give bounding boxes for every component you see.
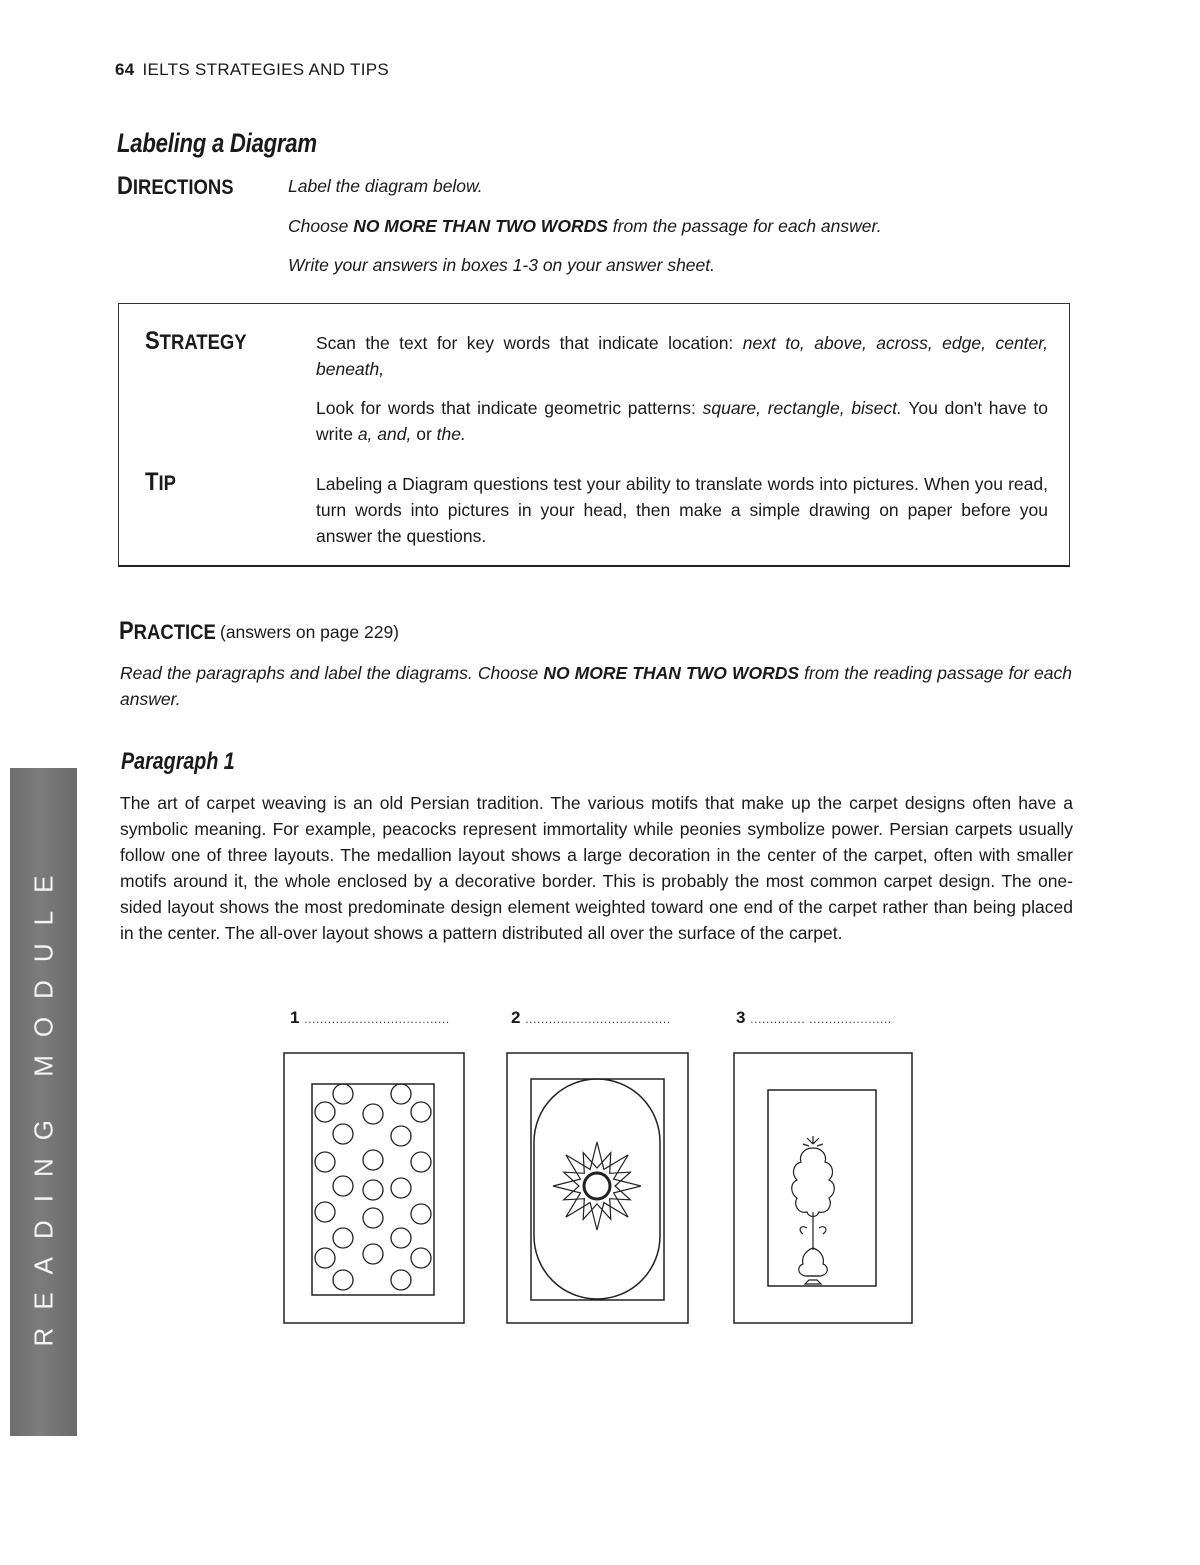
answer-blank-2[interactable]: .....................................: [525, 1012, 671, 1026]
side-tab-text: READING MODULE: [28, 857, 58, 1347]
tip-label: TIP: [145, 468, 176, 496]
tree-vase-motif: [792, 1136, 835, 1284]
running-title: IELTS STRATEGIES AND TIPS: [142, 60, 390, 79]
strategy-paragraph-2: Look for words that indicate geometric patterns: square, rectangle, bisect. You don't have to write a, and, or the.: [316, 398, 1048, 444]
paragraph-1-body: The art of carpet weaving is an old Persian tradition. The various motifs that make up the carpet designs often have a symbolic meaning. For example, peacocks represent immortality while peonies symbolize power. Persian carpets usually follow one of three layouts. The medallion layout shows a large decoration in the center of the carpet, often with smaller motifs around it, the whole enclosed by a decorative border. This is probably the most common carpet design. The one-sided layout shows the most predominate design element weighted toward one end of the carpet rather than being placed in the center. The all-over layout shows a pattern distributed all over the surface of the carpet.: [120, 793, 1073, 943]
practice-answers-note: (answers on page 229): [220, 622, 399, 642]
answer-blank-3[interactable]: .............. .....................: [750, 1012, 892, 1026]
paragraph-1-heading: Paragraph 1: [121, 748, 235, 775]
directions-line-3: Write your answers in boxes 1-3 on your answer sheet.: [288, 255, 715, 275]
directions-line-2: Choose NO MORE THAN TWO WORDS from the passage for each answer.: [288, 216, 882, 236]
directions-label: DIRECTIONS: [117, 172, 234, 200]
section-title: Labeling a Diagram: [117, 128, 317, 158]
carpet-one-sided-diagram: [733, 1052, 913, 1324]
strategy-label: STRATEGY: [145, 327, 247, 355]
answer-blank-1[interactable]: .....................................: [304, 1012, 450, 1026]
tip-paragraph: Labeling a Diagram questions test your ability to translate words into pictures. When you read, turn words into pictures in your head, then make a simple drawing on paper before you answer the questions.: [316, 474, 1048, 546]
carpet-medallion-diagram: [506, 1052, 689, 1324]
answer-label-1: 1 .....................................: [290, 1008, 450, 1027]
side-tab: [10, 768, 77, 1436]
star-medallion: [553, 1142, 641, 1230]
answer-label-2: 2 .....................................: [511, 1008, 671, 1027]
directions-line-1: Label the diagram below.: [288, 176, 483, 196]
circle-pattern: [315, 1084, 431, 1290]
practice-label: PRACTICE: [119, 617, 216, 645]
page-number: 64: [115, 60, 135, 79]
strategy-paragraph-1: Scan the text for key words that indicate location: next to, above, across, edge, center, beneath,: [316, 333, 1048, 379]
practice-instructions: Read the paragraphs and label the diagrams. Choose NO MORE THAN TWO WORDS from the reading passage for each answer.: [120, 663, 1073, 709]
answer-label-3: 3 .............. .....................: [736, 1008, 892, 1027]
carpet-1-inner-field: [312, 1084, 434, 1295]
carpet-1-outer-border: [284, 1053, 464, 1323]
running-head: [115, 60, 389, 80]
carpet-3-outer-border: [734, 1053, 912, 1323]
carpet-all-over-diagram: [283, 1052, 465, 1324]
